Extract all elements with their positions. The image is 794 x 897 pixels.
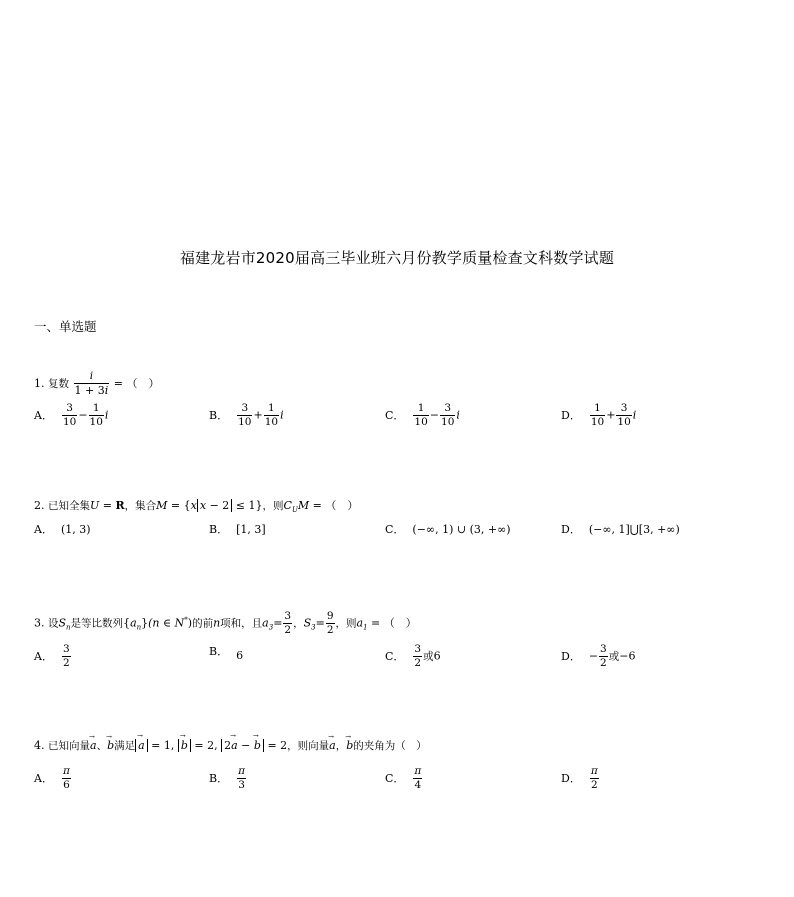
q1-option-d[interactable]: D． $\frac{1}{10}$ + $\frac{3}{10}$ i (561, 402, 637, 428)
q4-option-b[interactable]: B． $\frac{\pi}{3}$ (209, 765, 245, 791)
section-heading: 一、单选题 (34, 319, 97, 334)
fraction: $\frac{i}{1 + 3i}$ (74, 370, 109, 397)
q2-option-a[interactable]: A． (1, 3) (34, 523, 91, 536)
q1-option-c[interactable]: C． $\frac{1}{10}$ − $\frac{3}{10}$ i (385, 402, 460, 428)
q3-option-d[interactable]: D． − $\frac{3}{2}$ 或−6 (561, 643, 636, 669)
question-4: 4. 已知向量→ a、→ b满足→ a = 1, → b = 2, 2→ a − → b = 2，则向量→ a，→ b的夹角为（ ） (34, 737, 427, 755)
q2-option-d[interactable]: D． (−∞, 1]⋃[3, +∞) (561, 523, 680, 536)
question-number: 1. (34, 377, 48, 390)
q1-option-a[interactable]: A． $\frac{3}{10}$ − $\frac{1}{10}$ i (34, 402, 109, 428)
q3-option-c[interactable]: C． $\frac{3}{2}$ 或6 (385, 643, 441, 669)
q4-option-a[interactable]: A． $\frac{\pi}{6}$ (34, 765, 70, 791)
question-text: 复数 (48, 378, 69, 390)
q1-option-b[interactable]: B． $\frac{3}{10}$ + $\frac{1}{10}$ i (209, 402, 284, 428)
q3-option-a[interactable]: A． $\frac{3}{2}$ (34, 643, 70, 669)
q4-option-d[interactable]: D． $\frac{\pi}{2}$ (561, 765, 598, 791)
q4-option-c[interactable]: C． $\frac{\pi}{4}$ (385, 765, 422, 791)
q2-option-b[interactable]: B． [1, 3] (209, 523, 266, 536)
page-title: 福建龙岩市2020届高三毕业班六月份教学质量检查文科数学试题 (179, 249, 615, 267)
q3-option-b[interactable]: B． 6 (209, 645, 244, 662)
question-3: 3. 设$S_n$是等比数列$\{a_n\}(n$ ∈ N*)的前n项和，且$a_3=$ $\frac{3}{2}$ ，$S_3=$ $\frac{9}{2}$ ，则$a_1$ = （ ） (34, 610, 417, 636)
question-2: 2. 已知全集U = R，集合M = {x x − 2 ≤ 1}，则$C_UM$ = （ ） (34, 499, 359, 515)
q2-option-c[interactable]: C． (−∞, 1) ∪ (3, +∞) (385, 523, 511, 536)
question-1: 1. 复数 $\frac{i}{1 + 3i}$ = （ ） (34, 370, 160, 397)
